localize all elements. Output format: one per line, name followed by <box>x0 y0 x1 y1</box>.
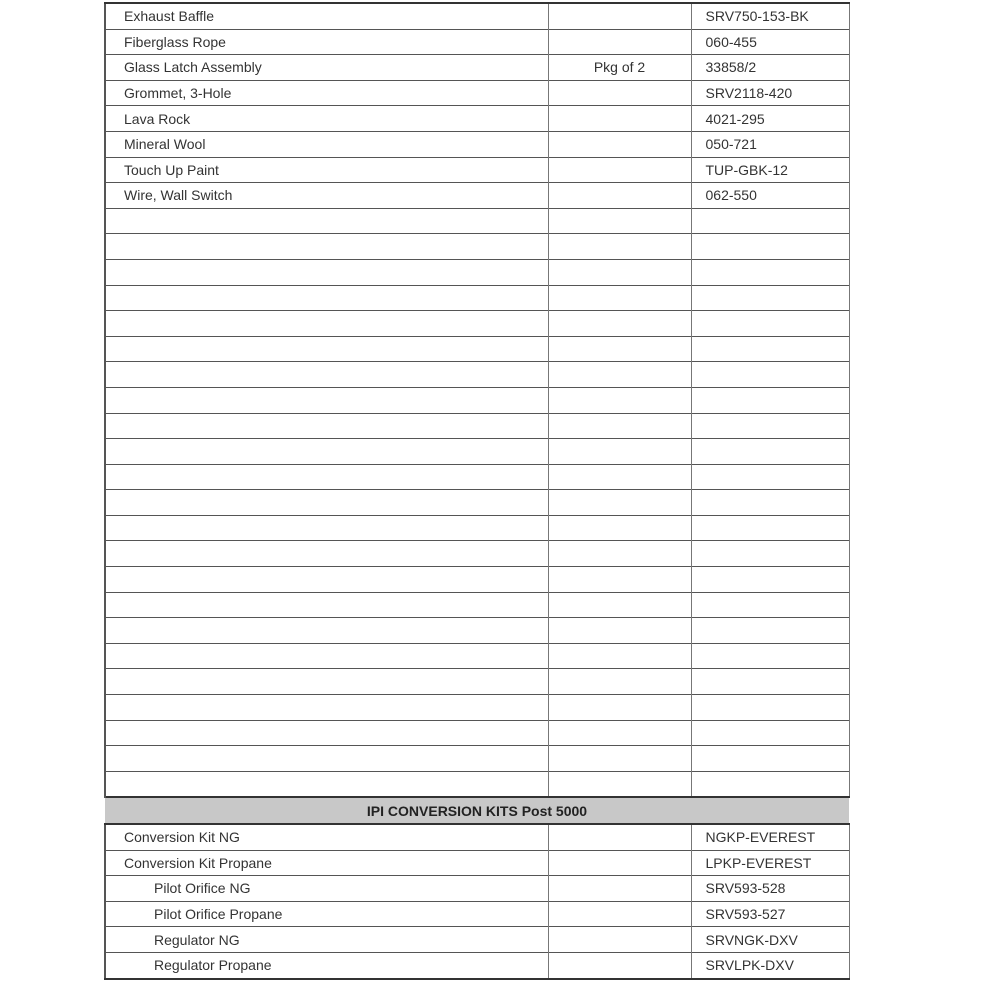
part-number-cell <box>691 669 849 695</box>
note-cell <box>548 183 691 209</box>
part-number-cell <box>691 234 849 260</box>
part-number-cell <box>691 311 849 337</box>
note-cell <box>548 311 691 337</box>
description-cell <box>105 592 548 618</box>
description-cell <box>105 746 548 772</box>
note-cell <box>548 208 691 234</box>
part-number-cell <box>691 771 849 797</box>
description-cell <box>105 567 548 593</box>
part-number-cell <box>691 387 849 413</box>
blank-row <box>105 336 849 362</box>
part-number-cell <box>691 746 849 772</box>
note-cell <box>548 927 691 953</box>
description-cell <box>105 490 548 516</box>
blank-row <box>105 643 849 669</box>
description-cell <box>105 259 548 285</box>
description-cell <box>105 464 548 490</box>
note-cell <box>548 850 691 876</box>
part-number-cell <box>691 515 849 541</box>
part-number-cell <box>691 259 849 285</box>
table-row <box>105 80 849 106</box>
blank-row <box>105 720 849 746</box>
blank-row <box>105 490 849 516</box>
part-number-cell <box>691 208 849 234</box>
note-cell <box>548 746 691 772</box>
part-number-cell: SRVLPK-DXV <box>691 952 849 978</box>
kit-row <box>105 927 849 953</box>
description-cell: Wire, Wall Switch <box>105 183 548 209</box>
section-title: IPI CONVERSION KITS Post 5000 <box>105 797 849 824</box>
note-cell <box>548 362 691 388</box>
part-number-cell: SRV593-527 <box>691 901 849 927</box>
note-cell <box>548 259 691 285</box>
note-cell <box>548 876 691 902</box>
note-cell <box>548 387 691 413</box>
part-number-cell <box>691 336 849 362</box>
description-cell: Touch Up Paint <box>105 157 548 183</box>
part-number-cell: SRVNGK-DXV <box>691 927 849 953</box>
kit-row <box>105 824 849 850</box>
note-cell <box>548 413 691 439</box>
description-cell <box>105 643 548 669</box>
part-number-cell: 33858/2 <box>691 55 849 81</box>
note-cell <box>548 464 691 490</box>
part-number-cell <box>691 567 849 593</box>
table-row <box>105 106 849 132</box>
table-row <box>105 3 849 29</box>
part-number-cell: LPKP-EVEREST <box>691 850 849 876</box>
note-cell <box>548 592 691 618</box>
blank-row <box>105 746 849 772</box>
description-cell <box>105 387 548 413</box>
blank-row <box>105 464 849 490</box>
part-number-cell: SRV750-153-BK <box>691 3 849 29</box>
blank-row <box>105 311 849 337</box>
description-cell <box>105 336 548 362</box>
blank-row <box>105 439 849 465</box>
note-cell <box>548 234 691 260</box>
part-number-cell <box>691 541 849 567</box>
note-cell <box>548 29 691 55</box>
note-cell <box>548 669 691 695</box>
description-cell: Fiberglass Rope <box>105 29 548 55</box>
blank-row <box>105 618 849 644</box>
part-number-cell <box>691 413 849 439</box>
part-number-cell: TUP-GBK-12 <box>691 157 849 183</box>
part-number-cell <box>691 695 849 721</box>
blank-row <box>105 362 849 388</box>
table-row <box>105 55 849 81</box>
description-cell: Conversion Kit Propane <box>105 850 548 876</box>
kit-row <box>105 952 849 978</box>
blank-row <box>105 592 849 618</box>
note-cell <box>548 824 691 850</box>
kit-row <box>105 901 849 927</box>
description-cell <box>105 413 548 439</box>
note-cell: Pkg of 2 <box>548 55 691 81</box>
blank-row <box>105 259 849 285</box>
note-cell <box>548 720 691 746</box>
description-cell: Pilot Orifice Propane <box>105 901 548 927</box>
description-cell: Conversion Kit NG <box>105 824 548 850</box>
blank-row <box>105 541 849 567</box>
blank-row <box>105 695 849 721</box>
parts-table-body <box>105 3 849 979</box>
part-number-cell: 060-455 <box>691 29 849 55</box>
description-cell <box>105 771 548 797</box>
description-cell: Lava Rock <box>105 106 548 132</box>
description-cell: Regulator NG <box>105 927 548 953</box>
note-cell <box>548 515 691 541</box>
table-row <box>105 157 849 183</box>
note-cell <box>548 336 691 362</box>
part-number-cell: NGKP-EVEREST <box>691 824 849 850</box>
description-cell <box>105 669 548 695</box>
blank-row <box>105 515 849 541</box>
table-row <box>105 183 849 209</box>
description-cell <box>105 720 548 746</box>
note-cell <box>548 157 691 183</box>
description-cell <box>105 362 548 388</box>
note-cell <box>548 952 691 978</box>
description-cell <box>105 515 548 541</box>
part-number-cell <box>691 720 849 746</box>
part-number-cell <box>691 362 849 388</box>
note-cell <box>548 439 691 465</box>
blank-row <box>105 413 849 439</box>
part-number-cell <box>691 464 849 490</box>
blank-row <box>105 669 849 695</box>
blank-row <box>105 387 849 413</box>
note-cell <box>548 618 691 644</box>
table-row <box>105 29 849 55</box>
note-cell <box>548 567 691 593</box>
description-cell <box>105 208 548 234</box>
note-cell <box>548 771 691 797</box>
note-cell <box>548 80 691 106</box>
description-cell: Exhaust Baffle <box>105 3 548 29</box>
part-number-cell: 4021-295 <box>691 106 849 132</box>
note-cell <box>548 643 691 669</box>
description-cell: Glass Latch Assembly <box>105 55 548 81</box>
note-cell <box>548 3 691 29</box>
section-header-row <box>105 797 849 824</box>
part-number-cell <box>691 285 849 311</box>
description-cell: Pilot Orifice NG <box>105 876 548 902</box>
note-cell <box>548 541 691 567</box>
description-cell: Grommet, 3-Hole <box>105 80 548 106</box>
description-cell: Regulator Propane <box>105 952 548 978</box>
blank-row <box>105 285 849 311</box>
blank-row <box>105 234 849 260</box>
description-cell <box>105 695 548 721</box>
parts-table <box>104 2 850 980</box>
kit-row <box>105 850 849 876</box>
kit-row <box>105 876 849 902</box>
note-cell <box>548 131 691 157</box>
blank-row <box>105 771 849 797</box>
part-number-cell <box>691 439 849 465</box>
description-cell: Mineral Wool <box>105 131 548 157</box>
note-cell <box>548 901 691 927</box>
note-cell <box>548 106 691 132</box>
description-cell <box>105 541 548 567</box>
description-cell <box>105 311 548 337</box>
note-cell <box>548 695 691 721</box>
part-number-cell <box>691 618 849 644</box>
description-cell <box>105 285 548 311</box>
part-number-cell: SRV593-528 <box>691 876 849 902</box>
part-number-cell <box>691 592 849 618</box>
blank-row <box>105 567 849 593</box>
description-cell <box>105 439 548 465</box>
part-number-cell: SRV2118-420 <box>691 80 849 106</box>
part-number-cell: 062-550 <box>691 183 849 209</box>
blank-row <box>105 208 849 234</box>
part-number-cell: 050-721 <box>691 131 849 157</box>
part-number-cell <box>691 643 849 669</box>
table-row <box>105 131 849 157</box>
part-number-cell <box>691 490 849 516</box>
note-cell <box>548 490 691 516</box>
description-cell <box>105 234 548 260</box>
note-cell <box>548 285 691 311</box>
description-cell <box>105 618 548 644</box>
